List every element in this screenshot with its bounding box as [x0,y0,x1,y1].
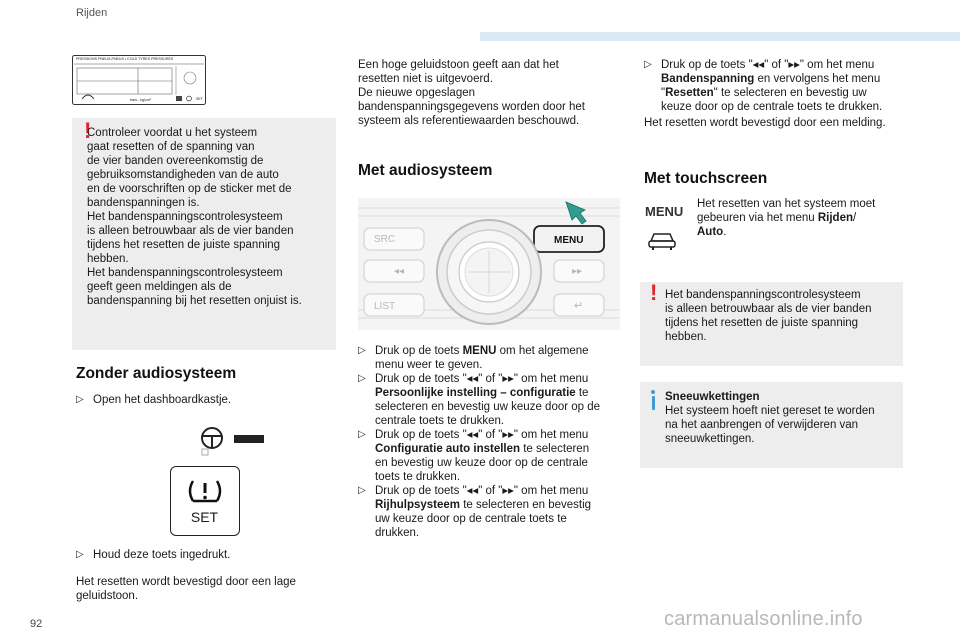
heading-met-touchscreen: Met touchscreen [644,170,768,187]
back-button: ↵ [574,300,584,312]
info-box-right [640,382,903,468]
menu-label: MENU [645,204,684,219]
confirm-text-right: Het resetten wordt bevestigd door een melding. [644,117,886,129]
triangle-right-bullet-icon: ▷ [76,549,84,560]
steps-met-audio [358,344,622,540]
warning-box-left [72,118,336,350]
section-label: Rijden [76,7,108,19]
list-item: ▷ Druk op de toets "◂◂" of "▸▸" om het menu Bandenspanning en vervolgens het menu "Resetten" te selecteren en bevestig uw keuze door op de centrale toets te drukken. [644,59,883,113]
triangle-right-bullet-icon: ▷ [358,485,366,496]
next-button: ▸▸ [572,266,583,277]
warning-text-right: Het bandenspanningscontrolesysteem is alleen betrouwbaar als de vier banden tijdens het resetten de juiste spanning hebben. [665,289,872,343]
warning-icon: ! [84,118,92,143]
set-button-illustration [170,466,240,536]
tyre-pressure-icon [185,477,225,505]
warning-box-right [640,282,903,366]
list-item: ▷ Druk op de toets MENU om het algemene menu weer te geven. [358,345,589,371]
audio-panel-illustration [358,198,620,330]
sticker-set: SET [196,97,203,101]
list-item: ▷ Druk op de toets "◂◂" of "▸▸" om het menu Rijhulpsysteem te selecteren en bevestig uw keuze door op de centrale toets te drukken. [358,485,592,539]
steps-right [644,58,914,114]
steps-zonder-audio [76,393,336,407]
sticker-units: bars - kg/cm² [130,98,151,102]
intro-text-middle: Een hoge geluidstoon geeft aan dat het resetten niet is uitgevoerd. De nieuwe opgeslagen bandenspanningsgegevens worden door het systeem als referentiewaarden beschouwd. [358,59,585,127]
triangle-right-bullet-icon: ▷ [358,373,366,384]
sticker-title: PRESSIONS PNEUS-PNEUS • COLD TYRES PRESSURES [76,57,174,61]
triangle-right-bullet-icon: ▷ [76,394,84,405]
tyre-pressure-sticker [72,55,206,105]
info-text: Het systeem hoeft niet gereset te worden na het aanbrengen of verwijderen van sneeuwkettingen. [665,405,875,445]
warning-text-left: Controleer voordat u het systeem gaat resetten of de spanning van de vier banden overeenkomstig de gebruiksomstandigheden van de auto en de voorschriften op de sticker met de bandenspanningen is. Het bandenspanningscontrolesysteem is alleen betrouwbaar als de vier banden tijdens het resetten de juiste spanning hebben. Het bandenspanningscontrolesysteem geeft geen meldingen als de bandenspanning bij het resetten onjuist is. [87,127,302,307]
set-label: SET [190,509,219,525]
prev-button: ◂◂ [394,266,405,277]
list-item: ▷ Druk op de toets "◂◂" of "▸▸" om het menu Configuratie auto instellen te selecteren en bevestig uw keuze door op de centrale toets te drukken. [358,429,590,483]
car-icon [647,230,677,254]
result-text-left: Het resetten wordt bevestigd door een lage geluidstoon. [76,576,296,602]
header-bar [480,32,960,41]
info-icon-dot [651,390,655,394]
triangle-right-bullet-icon: ▷ [358,429,366,440]
triangle-right-bullet-icon: ▷ [358,345,366,356]
heading-zonder-audiosysteem: Zonder audiosysteem [76,365,237,382]
list-item: ▷ Open het dashboardkastje. [76,394,232,406]
info-icon [652,396,655,410]
touchscreen-text: Het resetten van het systeem moet gebeuren via het menu Rijden/ Auto. [697,198,876,238]
src-button: SRC [374,234,396,245]
glovebox-illustration [192,426,272,456]
steps-zonder-audio-2 [76,548,336,562]
menu-button: MENU [554,235,584,246]
triangle-right-bullet-icon: ▷ [644,59,652,70]
list-item: ▷ Houd deze toets ingedrukt. [76,549,231,561]
page-number: 92 [30,618,43,630]
list-button: LIST [374,301,396,312]
warning-icon: ! [650,280,658,305]
list-item: ▷ Druk op de toets "◂◂" of "▸▸" om het menu Persoonlijke instelling – configuratie te selecteren en bevestig uw keuze door op de centrale toets te drukken. [358,373,601,427]
info-title: Sneeuwkettingen [665,391,760,403]
watermark: carmanualsonline.info [664,608,863,630]
heading-met-audiosysteem: Met audiosysteem [358,162,493,179]
